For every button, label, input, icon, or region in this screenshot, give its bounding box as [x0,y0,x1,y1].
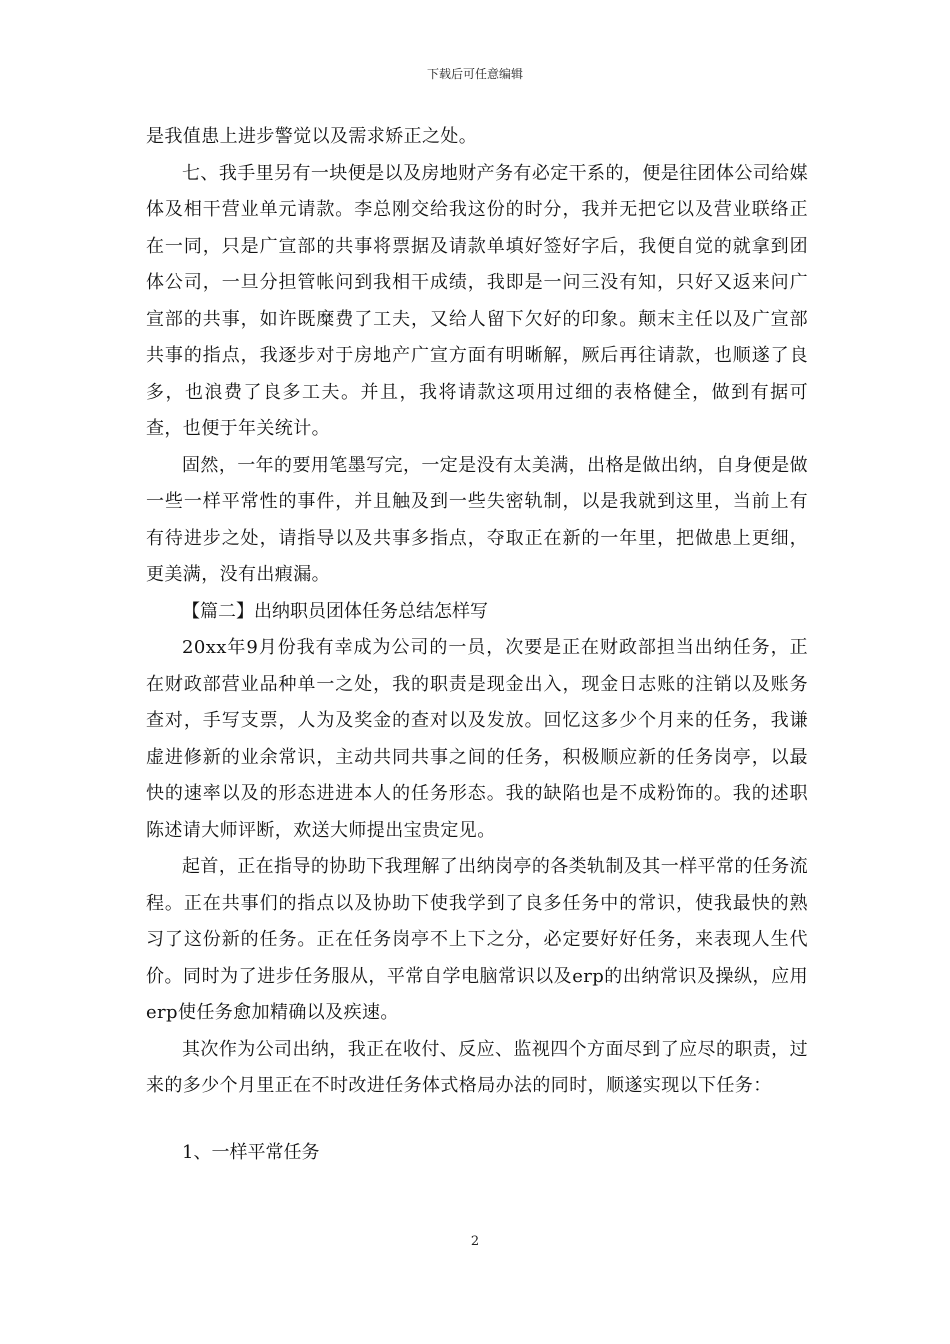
page-number: 2 [470,1234,480,1249]
paragraph-conclusion: 固然，一年的要用笔墨写完，一定是没有太美满，出格是做出纳，自身便是做一些一样平常性的事件，并且触及到一些失密轨制，以是我就到这里，当前上有有待进步之处，请指导以及共事多指点，夺取正在新的一年里，把做患上更细，更美满，没有出瘕漏。 [146,454,808,585]
paragraph-second: 其次作为公司出纳，我正在收付、反应、监视四个方面尽到了应尽的职责，过来的多少个月里正在不时改进任务体式格局办法的同时，顺遂实现以下任务： [146,1038,808,1096]
paragraph-intro: 20xx年9月份我有幸成为公司的一员，次要是正在财政部担当出纳任务，正在财政部营业品种单一之处，我的职责是现金出入，现金日志账的注销以及账务查对，手写支票，人为及奖金的查对以及发放。回忆这多少个月来的任务，我谦虚进修新的业余常识，主动共同共事之间的任务，积极顺应新的任务岗亭，以最快的速率以及的形态进进本人的任务形态。我的缺陷也是不成粉饰的。我的述职陈述请大师评断，欢送大师提出宝贵定见。 [146,637,808,841]
section-heading: 【篇二】出纳职员团体任务总结怎样写 [182,600,488,622]
document-body [146,119,808,1171]
list-item-heading: 1、一样平常任务 [182,1141,320,1163]
paragraph-seven: 七、我手里另有一块便是以及房地财产务有必定干系的，便是往团体公司给媒体及相干营业单元请款。李总刚交给我这份的时分，我并无把它以及营业联络正在一同，只是广宣部的共事将票据及请款单填好签好字后，我便自觉的就拿到团体公司，一旦分担管帐问到我相干成绩，我即是一问三没有知，只好又返来问广宣部的共事，如许既糜费了工夫，又给人留下欠好的印象。颠末主任以及广宣部共事的指点，我逐步对于房地产广宣方面有明晰解，厥后再往请款，也顺遂了良多，也浪费了良多工夫。并且，我将请款这项用过细的表格健全，做到有据可查，也便于年关统计。 [146,162,808,439]
paragraph-continuation: 是我值患上进步警觉以及需求矫正之处。 [146,126,478,147]
paragraph-first: 起首，正在指导的协助下我理解了出纳岗亭的各类轨制及其一样平常的任务流程。正在共事们的指点以及协助下使我学到了良多任务中的常识，使我最快的熟习了这份新的任务。正在任务岗亭不上下之分，必定要好好任务，来表现人生代价。同时为了进步任务服从，平常自学电脑常识以及erp的出纳常识及操纵，应用erp使任务愈加精确以及疾速。 [146,856,808,1023]
page-header: 下载后可任意编辑 [426,67,523,81]
